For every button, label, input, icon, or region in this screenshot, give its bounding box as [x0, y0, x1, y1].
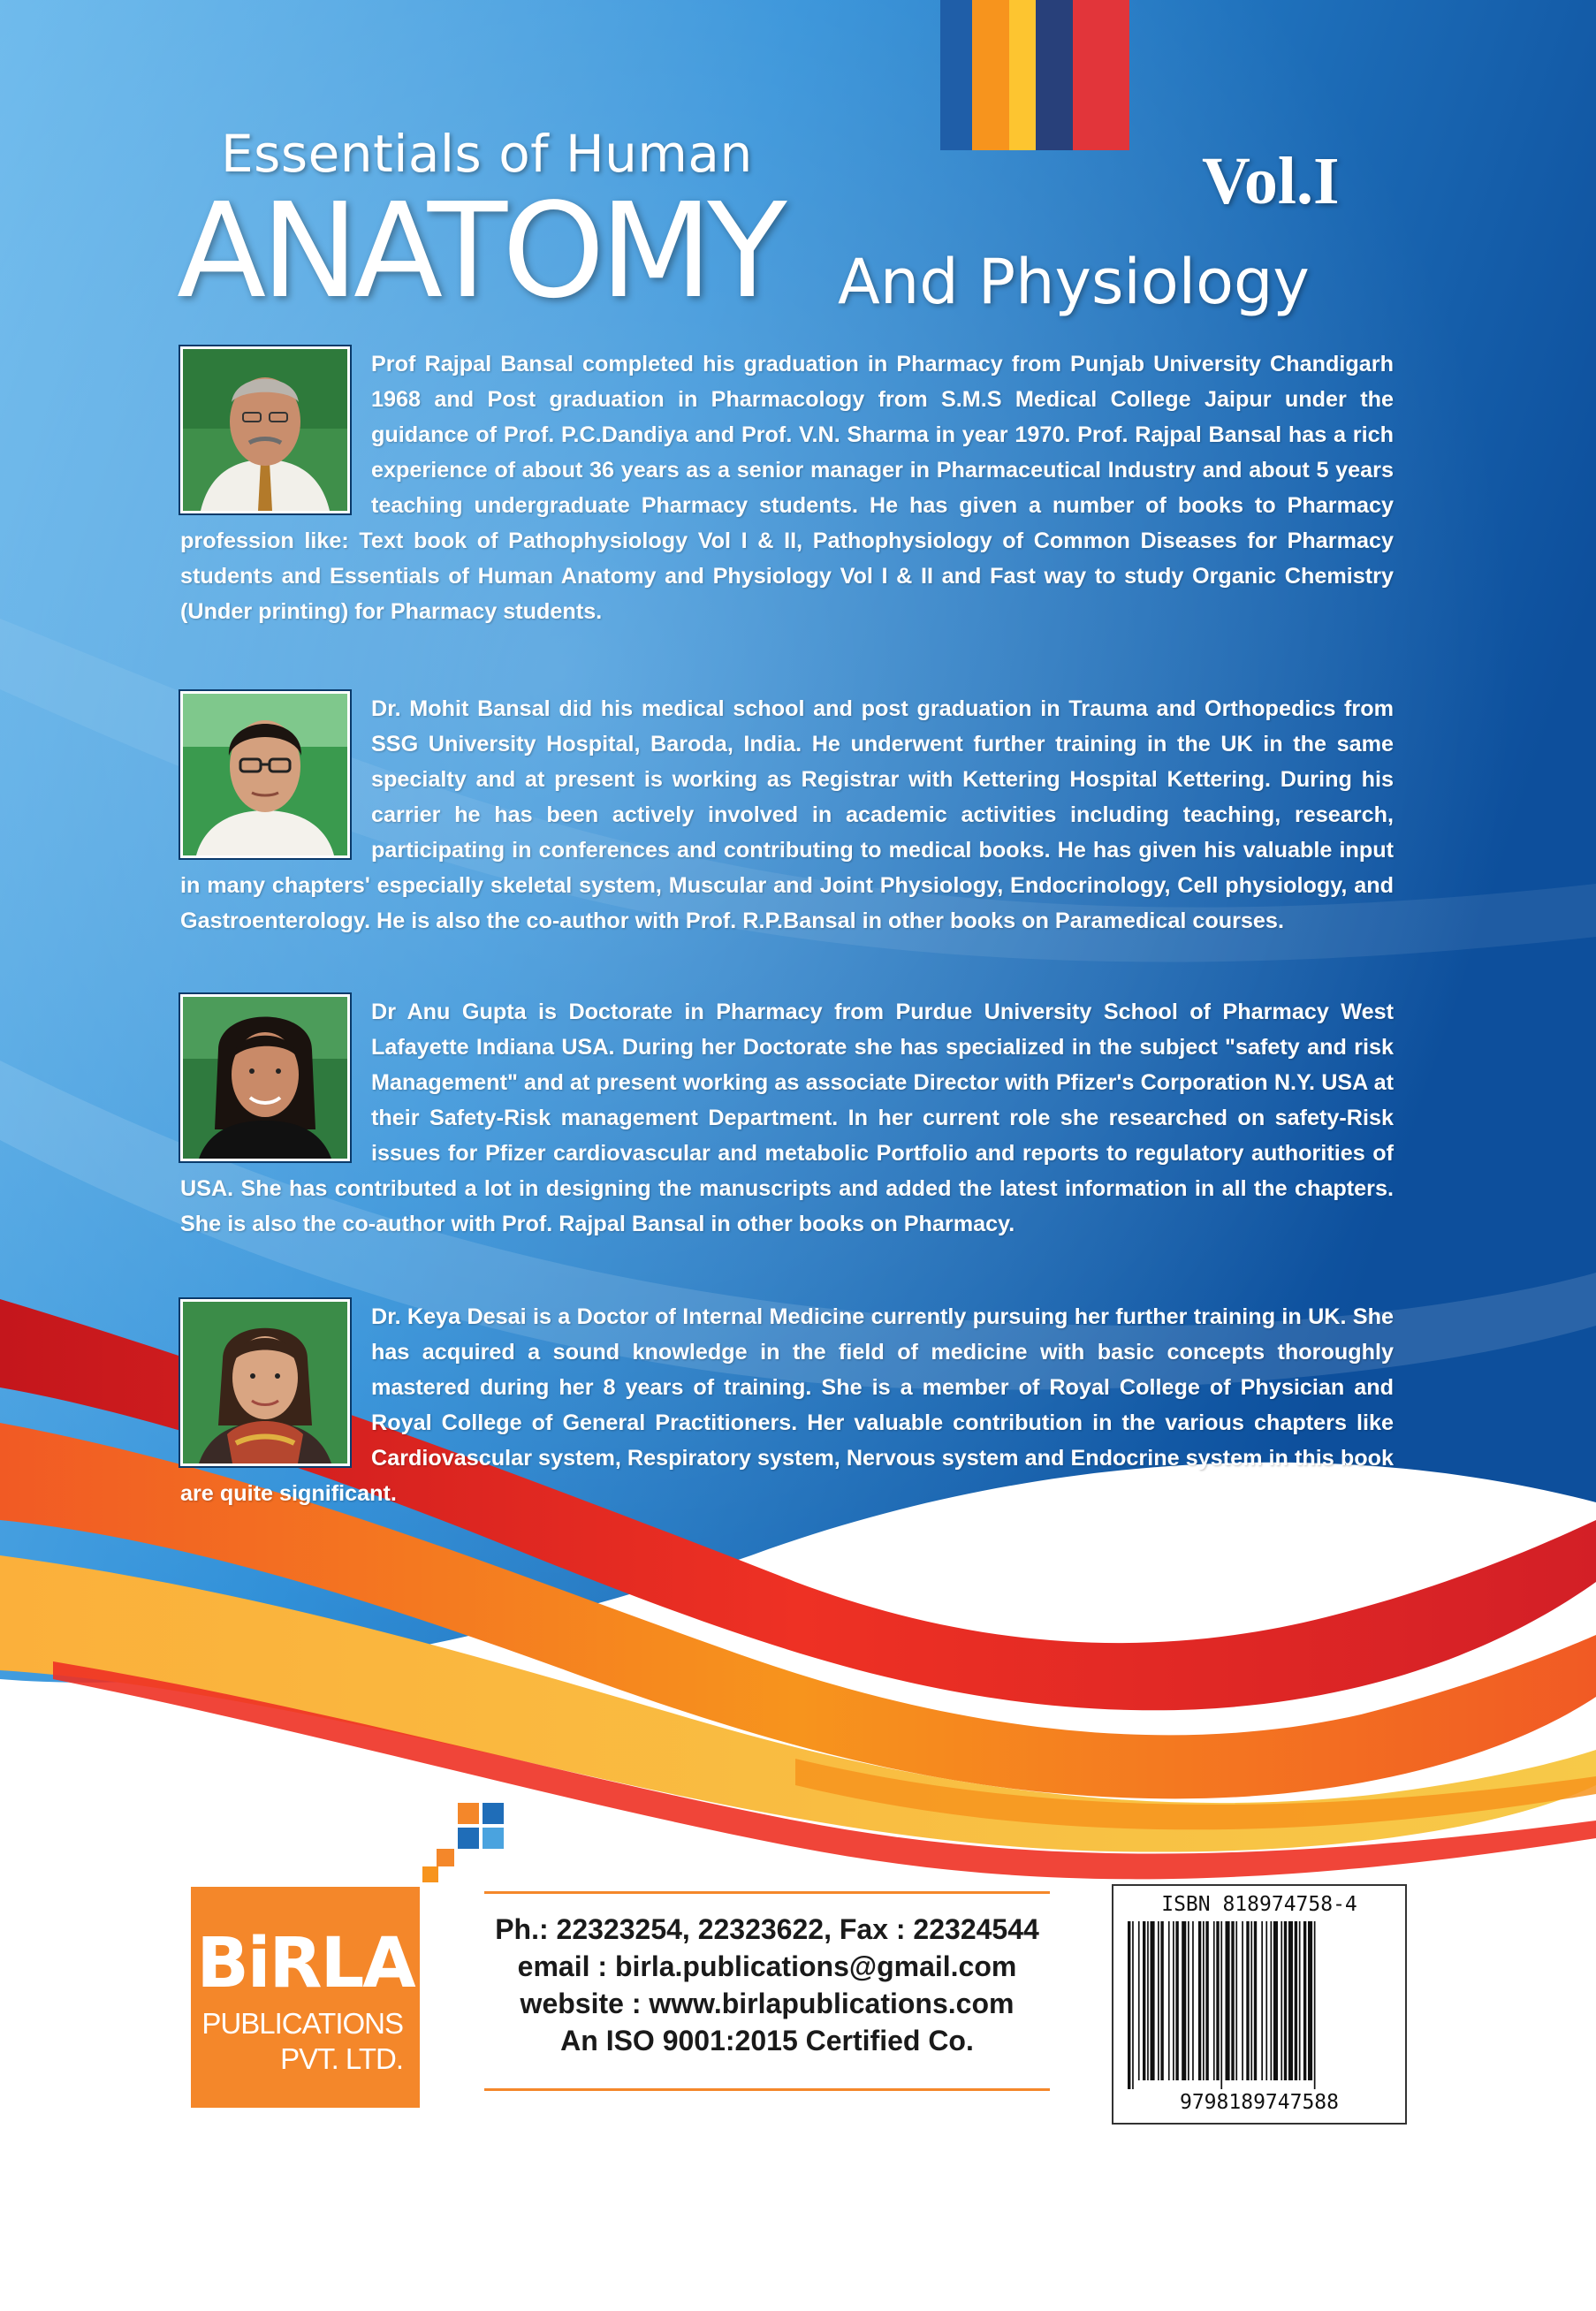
barcode-bar: [1246, 1921, 1249, 2080]
barcode-bar: [1175, 1921, 1178, 2080]
barcode-bar: [1235, 1921, 1237, 2080]
portrait-image: [183, 997, 347, 1159]
pixel-3: [458, 1828, 479, 1849]
title-line-physiology: And Physiology: [838, 246, 1310, 318]
portrait-image: [183, 1302, 347, 1463]
barcode-bar: [1303, 1921, 1306, 2080]
barcode-bar: [1173, 1921, 1174, 2080]
barcode-bar: [1242, 1921, 1243, 2080]
barcode-digits: 9798189747588: [1179, 2091, 1339, 2114]
barcode-bar: [1308, 1921, 1312, 2080]
barcode-bar: [1198, 1921, 1201, 2080]
publisher-contact-block: [484, 1891, 1050, 2091]
barcode-bar: [1143, 1921, 1145, 2080]
author-bio-anu-gupta: [180, 994, 1394, 1242]
publisher-logo: [191, 1887, 420, 2108]
contact-iso: An ISO 9001:2015 Certified Co.: [560, 2025, 974, 2056]
author-photo-keya-desai: [180, 1299, 350, 1466]
barcode-bar: [1182, 1921, 1186, 2080]
volume-label: Vol.I: [1202, 144, 1340, 218]
author-photo-rajpal-bansal: [180, 346, 350, 513]
isbn-label: ISBN 818974758-4: [1161, 1893, 1357, 1916]
barcode-bar: [1151, 1921, 1155, 2080]
barcode-bar: [1160, 1921, 1163, 2080]
barcode-bar: [1271, 1921, 1273, 2080]
barcode-bar: [1203, 1921, 1205, 2080]
author-photo-mohit-bansal: [180, 691, 350, 858]
logo-pvt-ltd-text: PVT. LTD.: [280, 2042, 403, 2075]
title-line-essentials: Essentials of Human: [221, 124, 753, 184]
barcode-bar: [1226, 1921, 1230, 2080]
pixel-1: [458, 1803, 479, 1824]
barcode-bar: [1299, 1921, 1301, 2080]
barcode-bar: [1188, 1921, 1189, 2080]
author-bio-rajpal-bansal: [180, 346, 1394, 629]
barcode-bar: [1288, 1921, 1293, 2080]
barcode-bar: [1254, 1921, 1257, 2080]
pixel-6: [422, 1866, 438, 1882]
barcode-bar: [1138, 1921, 1140, 2080]
author-bio-mohit-bansal: [180, 691, 1394, 939]
barcode-bar: [1314, 1921, 1316, 2089]
stripe-red: [1073, 0, 1129, 150]
barcode-bar: [1250, 1921, 1252, 2080]
barcode-bar: [1158, 1921, 1159, 2080]
barcode-bar: [1132, 1921, 1134, 2089]
barcode-bars: [1128, 1921, 1391, 2089]
barcode-bar: [1231, 1921, 1234, 2080]
author-bio-text: Dr. Keya Desai is a Doctor of Internal Medicine currently pursuing her further training in UK. She has acquired a sound knowledge in the field of medicine with basic concepts thoroughly mastered during her 8 years of training. She is a member of Royal College of Physician and Royal College of General Practitioners. Her valuable contribution in the various chapters like Cardiovascular system, Respiratory system, Nervous system and Endocrine system in this book are quite significant.: [180, 1304, 1394, 1506]
barcode-bar: [1205, 1921, 1208, 2080]
barcode-bar: [1213, 1921, 1215, 2080]
portrait-image: [183, 694, 347, 855]
logo-publications-text: PUBLICATIONS: [201, 2007, 403, 2040]
barcode-bar: [1128, 1921, 1130, 2089]
pixel-5: [437, 1849, 454, 1866]
isbn-barcode: [1112, 1884, 1407, 2125]
author-bio-text: Prof Rajpal Bansal completed his graduation in Pharmacy from Punjab University Chandigarh 1968 and Post graduation in Pharmacology from S.M.S Medical College Jaipur under the guidance of Prof. P.C.Dandiya and Prof. V.N. Sharma in year 1970. Prof. Rajpal Bansal has a rich experience of about 36 years as a senior manager in Pharmaceutical Industry and about 5 years teaching undergraduate Pharmacy students. He has given a number of books to Pharmacy profession like: Text book of Pathophysiology Vol I & II, Pathophysiology of Common Diseases for Pharmacy students and Essentials of Human Anatomy and Physiology Vol I & II and Fast way to study Organic Chemistry (Under printing) for Pharmacy students.: [180, 352, 1394, 624]
stripe-navy: [1036, 0, 1073, 150]
barcode-bar: [1273, 1921, 1278, 2080]
contact-website: website : www.birlapublications.com: [520, 1988, 1015, 2019]
barcode-bar: [1147, 1921, 1149, 2080]
contact-email: email : birla.publications@gmail.com: [517, 1950, 1017, 1982]
barcode-bar: [1220, 1921, 1222, 2089]
author-bio-text: Dr. Mohit Bansal did his medical school and post graduation in Trauma and Orthopedics from SSG University Hospital, Baroda, India. He underwent further training in the UK in the same specialty and at present is working as Registrar with Kettering Hospital Kettering. During his carrier he has been actively involved in academic activities including teaching, research, participating in conferences and contributing to medical books. He has given his valuable input in many chapters' especially skeletal system, Muscular and Joint Physiology, Endocrinology, Cell physiology, and Gastroenterology. He is also the co-author with Prof. R.P.Bansal in other books on Paramedical courses.: [180, 696, 1394, 933]
barcode-bar: [1168, 1921, 1170, 2080]
title-line-anatomy: ANATOMY: [177, 175, 782, 327]
contact-phone: Ph.: 22323254, 22323622, Fax : 22324544: [495, 1913, 1039, 1945]
barcode-bar: [1261, 1921, 1263, 2080]
barcode-bar: [1216, 1921, 1219, 2080]
author-photo-anu-gupta: [180, 994, 350, 1161]
portrait-image: [183, 349, 347, 511]
author-bio-text: Dr Anu Gupta is Doctorate in Pharmacy from Purdue University School of Pharmacy West Lafayette Indiana USA. During her Doctorate she has specialized in the subject "safety and risk Management" and at present working as associate Director with Pfizer's Corporation N.Y. USA at their Safety-Risk management Department. In her current role she researched on safety-Risk issues for Pfizer cardiovascular and metabolic Portfolio and reports to regulatory authorities of USA. She has contributed a lot in designing the manuscripts and added the latest information in all the chapters. She is also the co-author with Prof. Rajpal Bansal in other books on Pharmacy.: [180, 1000, 1394, 1236]
barcode-bar: [1284, 1921, 1287, 2080]
barcode-bar: [1192, 1921, 1194, 2080]
barcode-bar: [1281, 1921, 1282, 2080]
pixel-2: [483, 1803, 504, 1824]
barcode-bar: [1265, 1921, 1267, 2080]
logo-birla-text: BiRLA: [196, 1924, 414, 2003]
author-bio-keya-desai: [180, 1299, 1394, 1511]
barcode-bar: [1295, 1921, 1297, 2080]
pixel-4: [483, 1828, 504, 1849]
